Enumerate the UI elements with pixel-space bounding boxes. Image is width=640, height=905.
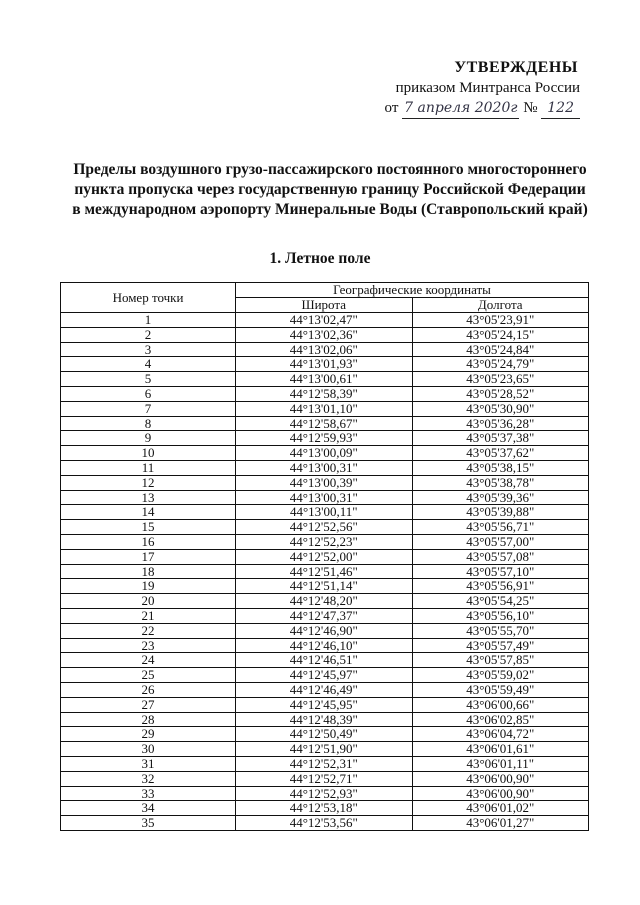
- latitude-cell: 44°13'01,93": [236, 357, 413, 372]
- approval-date: 7 апреля 2020г: [402, 98, 519, 119]
- point-number-cell: 10: [61, 446, 236, 461]
- point-number-cell: 34: [61, 801, 236, 816]
- longitude-cell: 43°06'04,72": [412, 727, 589, 742]
- latitude-cell: 44°12'52,56": [236, 520, 413, 535]
- point-number-cell: 31: [61, 756, 236, 771]
- table-row: [61, 386, 589, 401]
- table-row: [61, 742, 589, 757]
- latitude-cell: 44°12'45,97": [236, 668, 413, 683]
- header-geo-coordinates: Географические координаты: [236, 283, 589, 298]
- table-row: [61, 520, 589, 535]
- point-number-cell: 13: [61, 490, 236, 505]
- point-number-cell: 17: [61, 549, 236, 564]
- header-longitude: Долгота: [412, 298, 589, 313]
- document-title: [60, 160, 600, 220]
- latitude-cell: 44°12'46,51": [236, 653, 413, 668]
- point-number-cell: 6: [61, 386, 236, 401]
- longitude-cell: 43°06'01,02": [412, 801, 589, 816]
- latitude-cell: 44°12'46,10": [236, 638, 413, 653]
- latitude-cell: 44°13'00,39": [236, 475, 413, 490]
- table-row: [61, 697, 589, 712]
- latitude-cell: 44°12'53,56": [236, 816, 413, 831]
- latitude-cell: 44°13'00,31": [236, 460, 413, 475]
- point-number-cell: 16: [61, 534, 236, 549]
- title-line-1: Пределы воздушного грузо-пассажирского постоянного многостороннего: [73, 161, 587, 178]
- table-row: [61, 416, 589, 431]
- longitude-cell: 43°06'02,85": [412, 712, 589, 727]
- approval-issuer: приказом Минтранса России: [395, 80, 580, 96]
- latitude-cell: 44°12'52,93": [236, 786, 413, 801]
- table-row: [61, 756, 589, 771]
- longitude-cell: 43°05'57,85": [412, 653, 589, 668]
- longitude-cell: 43°05'28,52": [412, 386, 589, 401]
- table-row: [61, 786, 589, 801]
- table-row: [61, 594, 589, 609]
- latitude-cell: 44°13'00,11": [236, 505, 413, 520]
- latitude-cell: 44°12'58,67": [236, 416, 413, 431]
- table-row: [61, 623, 589, 638]
- latitude-cell: 44°13'00,31": [236, 490, 413, 505]
- point-number-cell: 7: [61, 401, 236, 416]
- latitude-cell: 44°12'52,71": [236, 771, 413, 786]
- latitude-cell: 44°13'02,36": [236, 327, 413, 342]
- section-title: 1. Летное поле: [269, 250, 371, 267]
- table-row: [61, 431, 589, 446]
- table-row: [61, 801, 589, 816]
- longitude-cell: 43°05'57,00": [412, 534, 589, 549]
- point-number-cell: 24: [61, 653, 236, 668]
- point-number-cell: 23: [61, 638, 236, 653]
- table-row: [61, 653, 589, 668]
- longitude-cell: 43°05'36,28": [412, 416, 589, 431]
- latitude-cell: 44°12'48,20": [236, 594, 413, 609]
- longitude-cell: 43°05'56,10": [412, 608, 589, 623]
- point-number-cell: 1: [61, 313, 236, 328]
- table-row: [61, 712, 589, 727]
- table-row: [61, 771, 589, 786]
- table-row: [61, 564, 589, 579]
- longitude-cell: 43°06'00,66": [412, 697, 589, 712]
- table-row: [61, 816, 589, 831]
- longitude-cell: 43°05'39,88": [412, 505, 589, 520]
- point-number-cell: 20: [61, 594, 236, 609]
- latitude-cell: 44°13'00,61": [236, 372, 413, 387]
- point-number-cell: 11: [61, 460, 236, 475]
- table-row: [61, 490, 589, 505]
- approval-block: [385, 58, 580, 119]
- coordinates-table: [60, 282, 589, 831]
- longitude-cell: 43°05'57,49": [412, 638, 589, 653]
- latitude-cell: 44°12'46,49": [236, 682, 413, 697]
- latitude-cell: 44°12'47,37": [236, 608, 413, 623]
- latitude-cell: 44°13'00,09": [236, 446, 413, 461]
- header-point-number: Номер точки: [61, 283, 236, 313]
- table-row: [61, 460, 589, 475]
- approval-from-prefix: от: [384, 100, 399, 116]
- point-number-cell: 28: [61, 712, 236, 727]
- longitude-cell: 43°05'56,71": [412, 520, 589, 535]
- table-row: [61, 342, 589, 357]
- longitude-cell: 43°05'23,65": [412, 372, 589, 387]
- point-number-cell: 5: [61, 372, 236, 387]
- point-number-cell: 27: [61, 697, 236, 712]
- latitude-cell: 44°12'58,39": [236, 386, 413, 401]
- table-row: [61, 608, 589, 623]
- longitude-cell: 43°06'01,27": [412, 816, 589, 831]
- table-row: [61, 357, 589, 372]
- longitude-cell: 43°05'37,38": [412, 431, 589, 446]
- longitude-cell: 43°06'01,61": [412, 742, 589, 757]
- latitude-cell: 44°12'48,39": [236, 712, 413, 727]
- longitude-cell: 43°05'57,08": [412, 549, 589, 564]
- table-row: [61, 638, 589, 653]
- latitude-cell: 44°13'02,06": [236, 342, 413, 357]
- longitude-cell: 43°05'24,15": [412, 327, 589, 342]
- longitude-cell: 43°05'57,10": [412, 564, 589, 579]
- approval-date-line: [385, 98, 580, 119]
- table-row: [61, 446, 589, 461]
- title-line-3: в международном аэропорту Минеральные Воды (Ставропольский край): [72, 201, 588, 218]
- point-number-cell: 19: [61, 579, 236, 594]
- latitude-cell: 44°12'52,23": [236, 534, 413, 549]
- point-number-cell: 18: [61, 564, 236, 579]
- longitude-cell: 43°05'59,49": [412, 682, 589, 697]
- approval-number-label: №: [523, 100, 538, 116]
- table-row: [61, 579, 589, 594]
- longitude-cell: 43°05'24,84": [412, 342, 589, 357]
- table-row: [61, 505, 589, 520]
- table-row: [61, 534, 589, 549]
- latitude-cell: 44°12'59,93": [236, 431, 413, 446]
- point-number-cell: 12: [61, 475, 236, 490]
- table-row: [61, 727, 589, 742]
- longitude-cell: 43°05'38,15": [412, 460, 589, 475]
- longitude-cell: 43°05'38,78": [412, 475, 589, 490]
- point-number-cell: 29: [61, 727, 236, 742]
- point-number-cell: 3: [61, 342, 236, 357]
- point-number-cell: 26: [61, 682, 236, 697]
- approval-number: 122: [541, 98, 580, 119]
- point-number-cell: 32: [61, 771, 236, 786]
- longitude-cell: 43°05'30,90": [412, 401, 589, 416]
- longitude-cell: 43°05'39,36": [412, 490, 589, 505]
- point-number-cell: 25: [61, 668, 236, 683]
- latitude-cell: 44°12'51,90": [236, 742, 413, 757]
- table-row: [61, 372, 589, 387]
- table-row: [61, 313, 589, 328]
- longitude-cell: 43°05'55,70": [412, 623, 589, 638]
- longitude-cell: 43°05'24,79": [412, 357, 589, 372]
- point-number-cell: 8: [61, 416, 236, 431]
- title-line-2: пункта пропуска через государственную границу Российской Федерации: [74, 181, 586, 198]
- table-row: [61, 682, 589, 697]
- latitude-cell: 44°12'51,46": [236, 564, 413, 579]
- latitude-cell: 44°12'50,49": [236, 727, 413, 742]
- point-number-cell: 22: [61, 623, 236, 638]
- table-row: [61, 327, 589, 342]
- table-row: [61, 668, 589, 683]
- table-row: [61, 549, 589, 564]
- latitude-cell: 44°12'53,18": [236, 801, 413, 816]
- point-number-cell: 30: [61, 742, 236, 757]
- latitude-cell: 44°13'02,47": [236, 313, 413, 328]
- table-body: [61, 313, 589, 831]
- point-number-cell: 33: [61, 786, 236, 801]
- point-number-cell: 4: [61, 357, 236, 372]
- longitude-cell: 43°06'00,90": [412, 786, 589, 801]
- latitude-cell: 44°12'52,31": [236, 756, 413, 771]
- approval-heading: УТВЕРЖДЕНЫ: [454, 59, 578, 76]
- latitude-cell: 44°12'45,95": [236, 697, 413, 712]
- latitude-cell: 44°12'51,14": [236, 579, 413, 594]
- longitude-cell: 43°05'56,91": [412, 579, 589, 594]
- point-number-cell: 21: [61, 608, 236, 623]
- header-latitude: Широта: [236, 298, 413, 313]
- table-row: [61, 475, 589, 490]
- point-number-cell: 35: [61, 816, 236, 831]
- point-number-cell: 2: [61, 327, 236, 342]
- longitude-cell: 43°05'59,02": [412, 668, 589, 683]
- latitude-cell: 44°13'01,10": [236, 401, 413, 416]
- longitude-cell: 43°05'54,25": [412, 594, 589, 609]
- point-number-cell: 14: [61, 505, 236, 520]
- longitude-cell: 43°05'23,91": [412, 313, 589, 328]
- latitude-cell: 44°12'52,00": [236, 549, 413, 564]
- longitude-cell: 43°06'00,90": [412, 771, 589, 786]
- latitude-cell: 44°12'46,90": [236, 623, 413, 638]
- table-row: [61, 401, 589, 416]
- point-number-cell: 9: [61, 431, 236, 446]
- point-number-cell: 15: [61, 520, 236, 535]
- longitude-cell: 43°06'01,11": [412, 756, 589, 771]
- longitude-cell: 43°05'37,62": [412, 446, 589, 461]
